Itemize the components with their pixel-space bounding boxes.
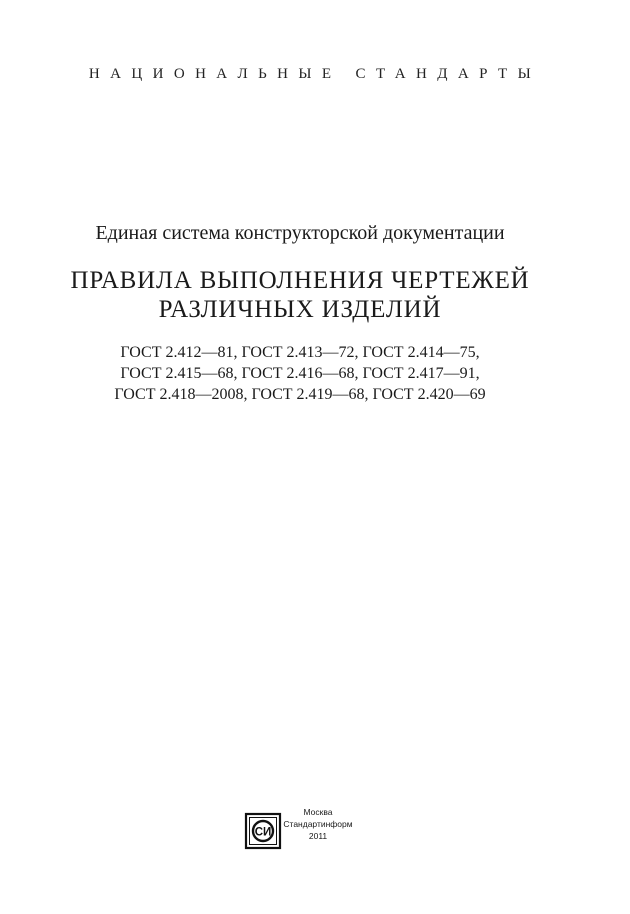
gost-line: ГОСТ 2.418—2008, ГОСТ 2.419—68, ГОСТ 2.420—69 (114, 386, 486, 403)
gost-line: ГОСТ 2.412—81, ГОСТ 2.413—72, ГОСТ 2.414—75, (120, 344, 480, 361)
series-header: НАЦИОНАЛЬНЫЕ СТАНДАРТЫ (88, 66, 542, 82)
publisher-text (281, 806, 355, 842)
logo-letters: СИ (254, 826, 272, 839)
standartinform-logo-icon (243, 811, 283, 851)
title-line: РАЗЛИЧНЫХ ИЗДЕЛИЙ (158, 296, 442, 323)
gost-line: ГОСТ 2.415—68, ГОСТ 2.416—68, ГОСТ 2.417—91, (120, 365, 480, 382)
publisher-block (243, 806, 353, 856)
publication-year: 2011 (308, 831, 328, 841)
publisher-city: Москва (303, 807, 333, 817)
title-line: ПРАВИЛА ВЫПОЛНЕНИЯ ЧЕРТЕЖЕЙ (70, 267, 530, 294)
gost-list (0, 342, 600, 405)
system-subtitle: Единая система конструкторской документации (95, 222, 505, 244)
document-title (0, 266, 600, 324)
publisher-name: Стандартинформ (283, 819, 353, 829)
